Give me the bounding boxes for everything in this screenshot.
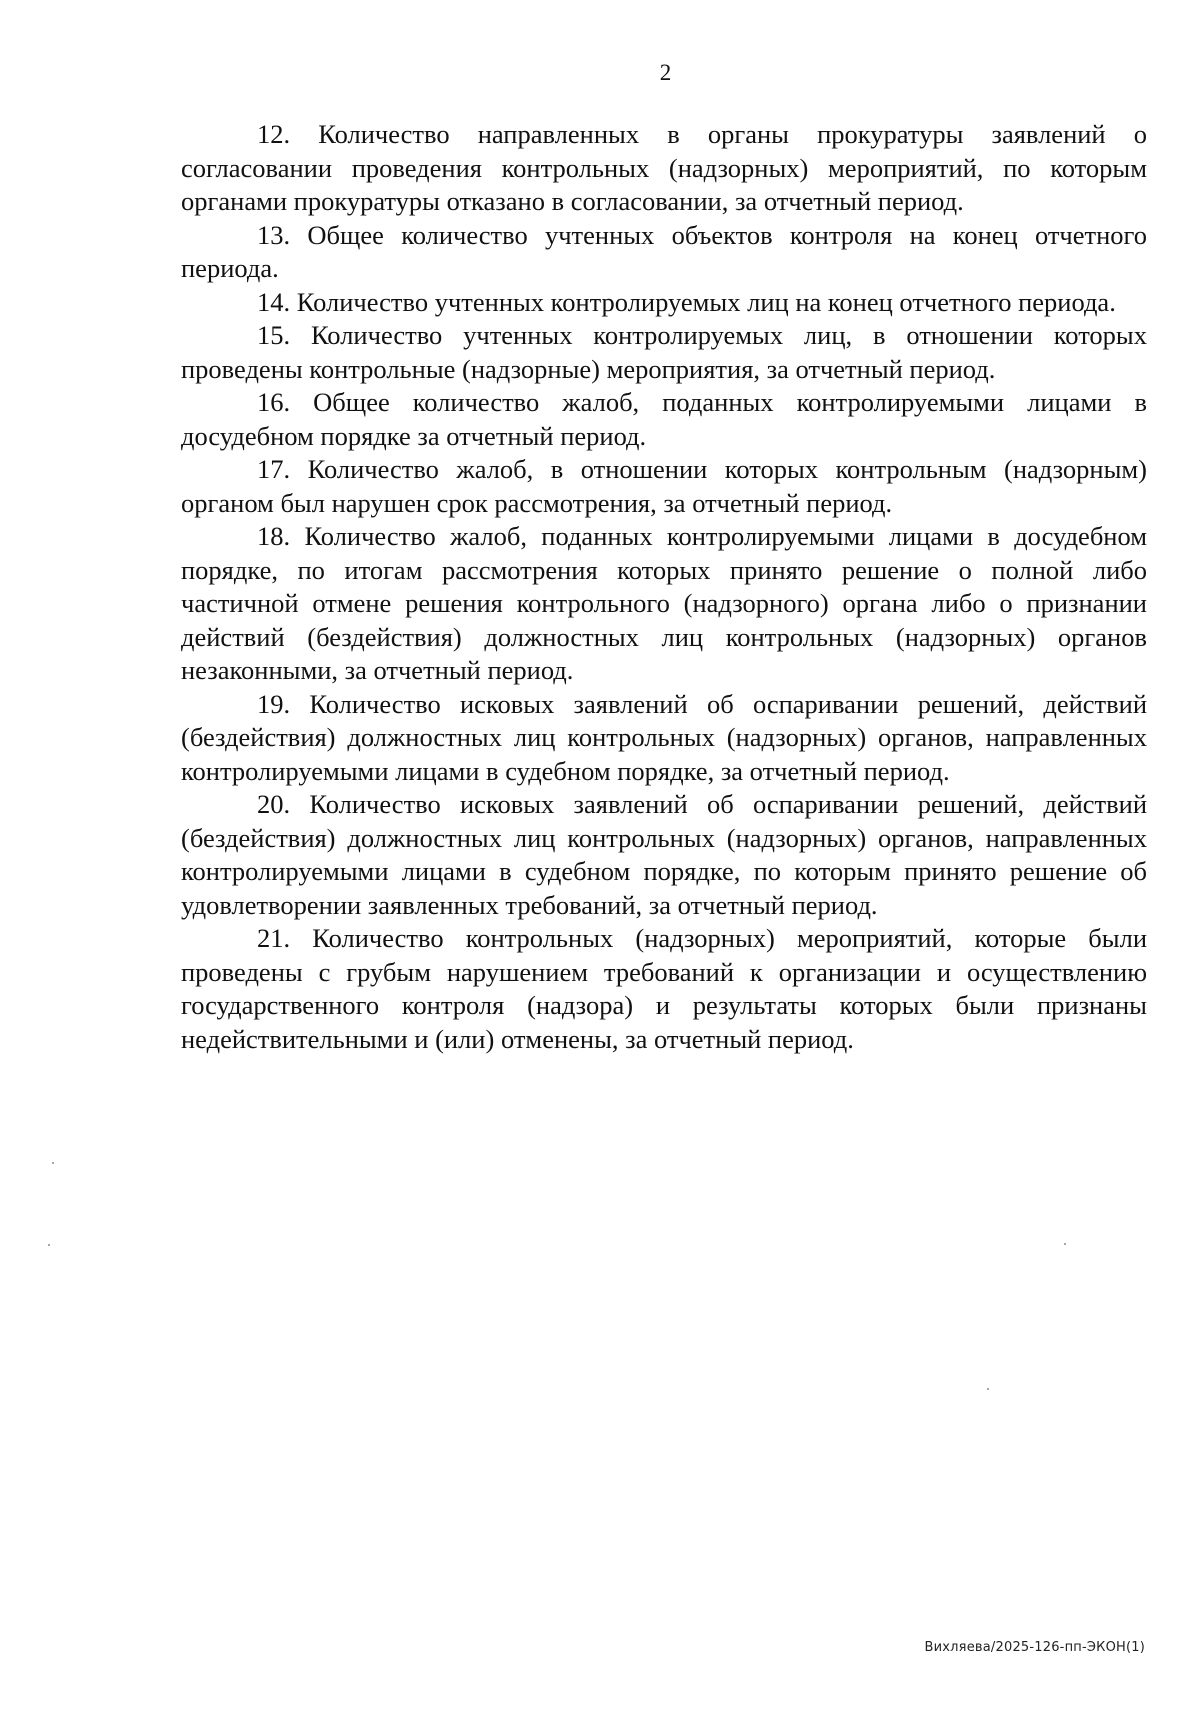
- list-item: 15. Количество учтенных контролируемых лиц, в отношении которых проведены контрольные (надзорные) мероприятия, за отчетный период.: [181, 320, 1147, 384]
- document-reference: Вихляева/2025-126-пп-ЭКОН(1): [924, 1640, 1145, 1655]
- list-item: 18. Количество жалоб, поданных контролируемыми лицами в досудебном порядке, по итогам рассмотрения которых принято решение о полной либо частичной отмене решения контрольного (надзорного) органа либо о признании действий (бездействия) должностных лиц контрольных (надзорных) органов незаконными, за отчетный период.: [181, 521, 1147, 685]
- scan-speck: [1064, 1243, 1066, 1245]
- list-item: 16. Общее количество жалоб, поданных контролируемыми лицами в досудебном порядке за отчетный период.: [181, 387, 1147, 451]
- list-item: 19. Количество исковых заявлений об оспаривании решений, действий (бездействия) должностных лиц контрольных (надзорных) органов, направленных контролируемыми лицами в судебном порядке, за отчетный период.: [181, 688, 1147, 786]
- list-item: 12. Количество направленных в органы прокуратуры заявлений о согласовании проведения контрольных (надзорных) мероприятий, по которым органами прокуратуры отказано в согласовании, за отчетный период.: [181, 119, 1147, 216]
- list-item: 13. Общее количество учтенных объектов контроля на конец отчетного периода.: [181, 219, 1147, 283]
- scan-speck: [987, 1388, 989, 1390]
- scan-speck: [52, 1162, 54, 1164]
- page-number: 2: [659, 60, 672, 85]
- list-item: 20. Количество исковых заявлений об оспаривании решений, действий (бездействия) должностных лиц контрольных (надзорных) органов, направленных контролируемыми лицами в судебном порядке, по которым принято решение об удовлетворении заявленных требований, за отчетный период.: [181, 789, 1147, 920]
- list-item: 17. Количество жалоб, в отношении которых контрольным (надзорным) органом был нарушен срок рассмотрения, за отчетный период.: [181, 454, 1147, 518]
- scan-speck: [48, 1244, 50, 1246]
- list-item: 21. Количество контрольных (надзорных) мероприятий, которые были проведены с грубым нарушением требований к организации и осуществлению государственного контроля (надзора) и результаты которых были признаны недействительными и (или) отменены, за отчетный период.: [181, 923, 1147, 1054]
- list-item: 14. Количество учтенных контролируемых лиц на конец отчетного периода.: [257, 286, 1116, 317]
- document-body: [181, 118, 1147, 1056]
